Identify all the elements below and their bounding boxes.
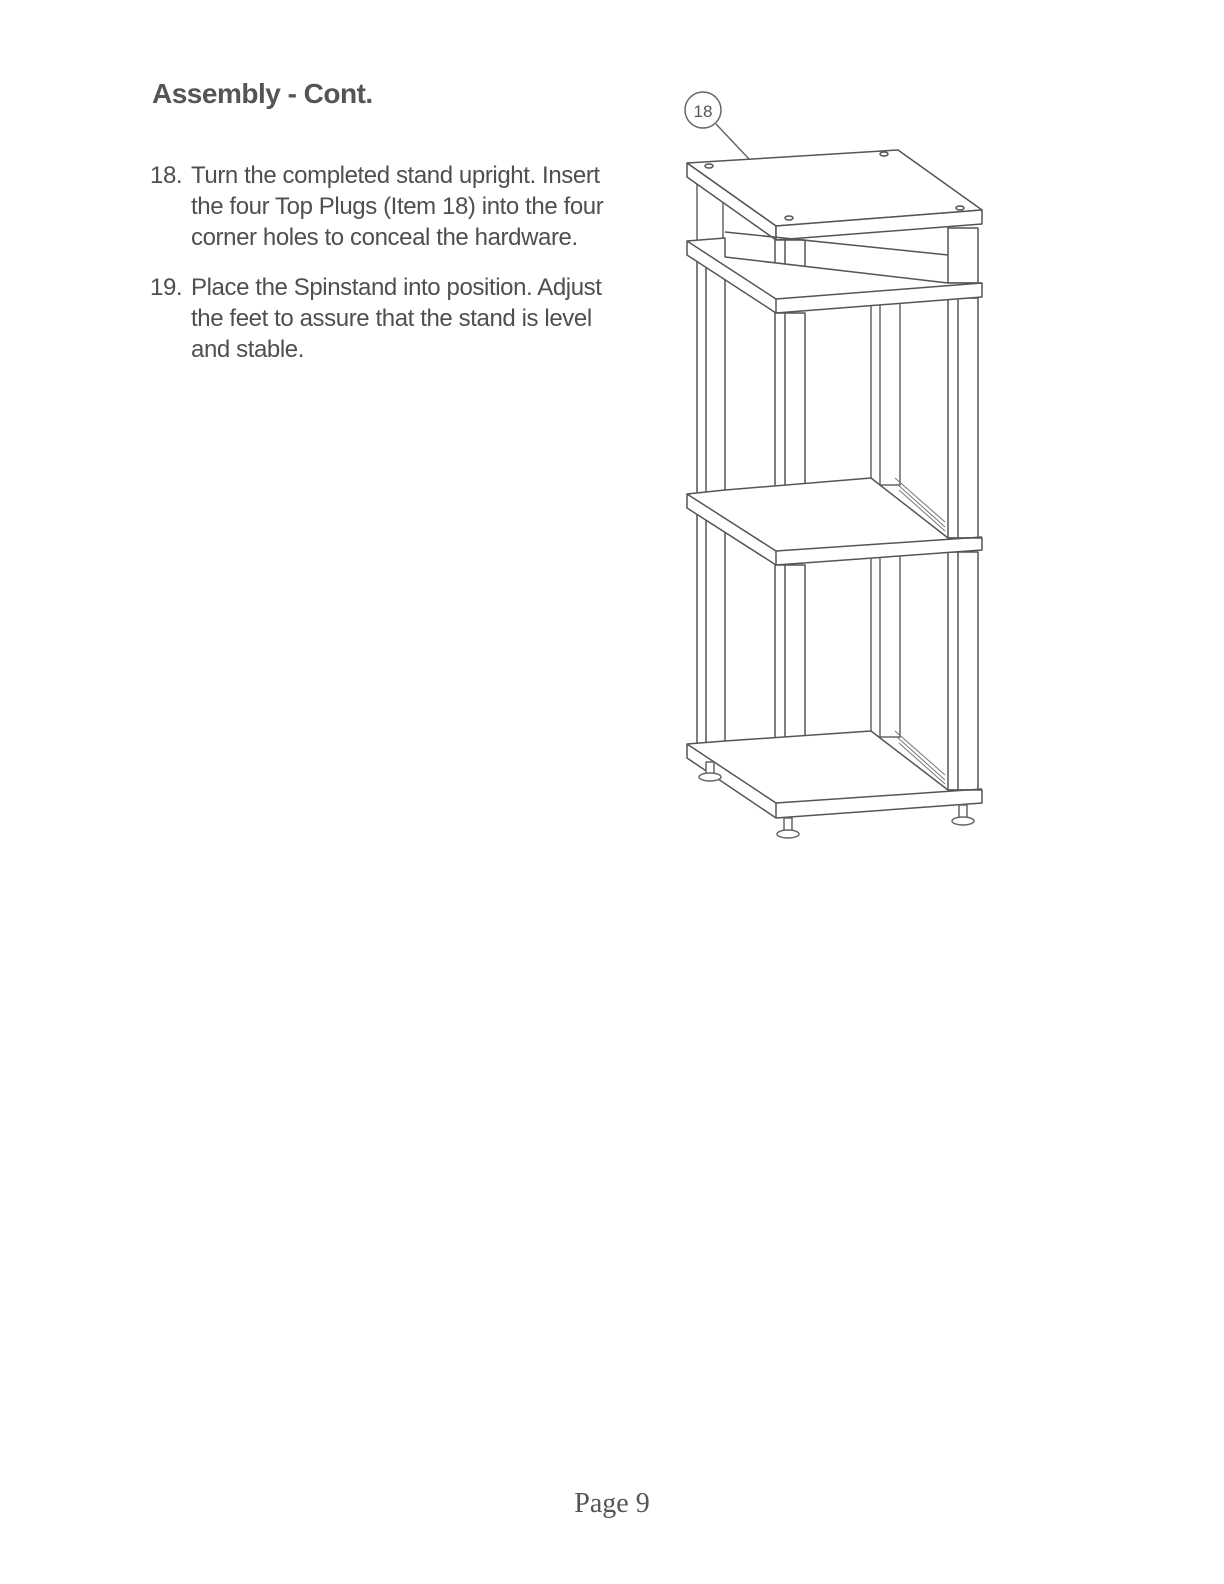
step-text: Turn the completed stand upright. Insert the four Top Plugs (Item 18) into the four corner holes to conceal the hardware. (191, 162, 604, 251)
step-text: Place the Spinstand into position. Adjust the feet to assure that the stand is level and stable. (191, 274, 602, 363)
step-item-18 (150, 160, 620, 253)
page-heading: Assembly - Cont. (152, 78, 373, 109)
callout-label: 18 (693, 102, 713, 121)
step-number: 18. (150, 162, 183, 189)
third-shelf (687, 478, 982, 565)
step-number: 19. (150, 274, 183, 301)
step-item-19 (150, 272, 620, 365)
assembly-steps-list (150, 160, 620, 384)
page-number: Page 9 (574, 1488, 650, 1519)
spinstand-assembly-illustration (660, 80, 1020, 860)
second-shelf (687, 232, 982, 313)
right-posts (948, 228, 978, 790)
bottom-shelf (687, 731, 982, 818)
top-shelf (687, 150, 982, 240)
